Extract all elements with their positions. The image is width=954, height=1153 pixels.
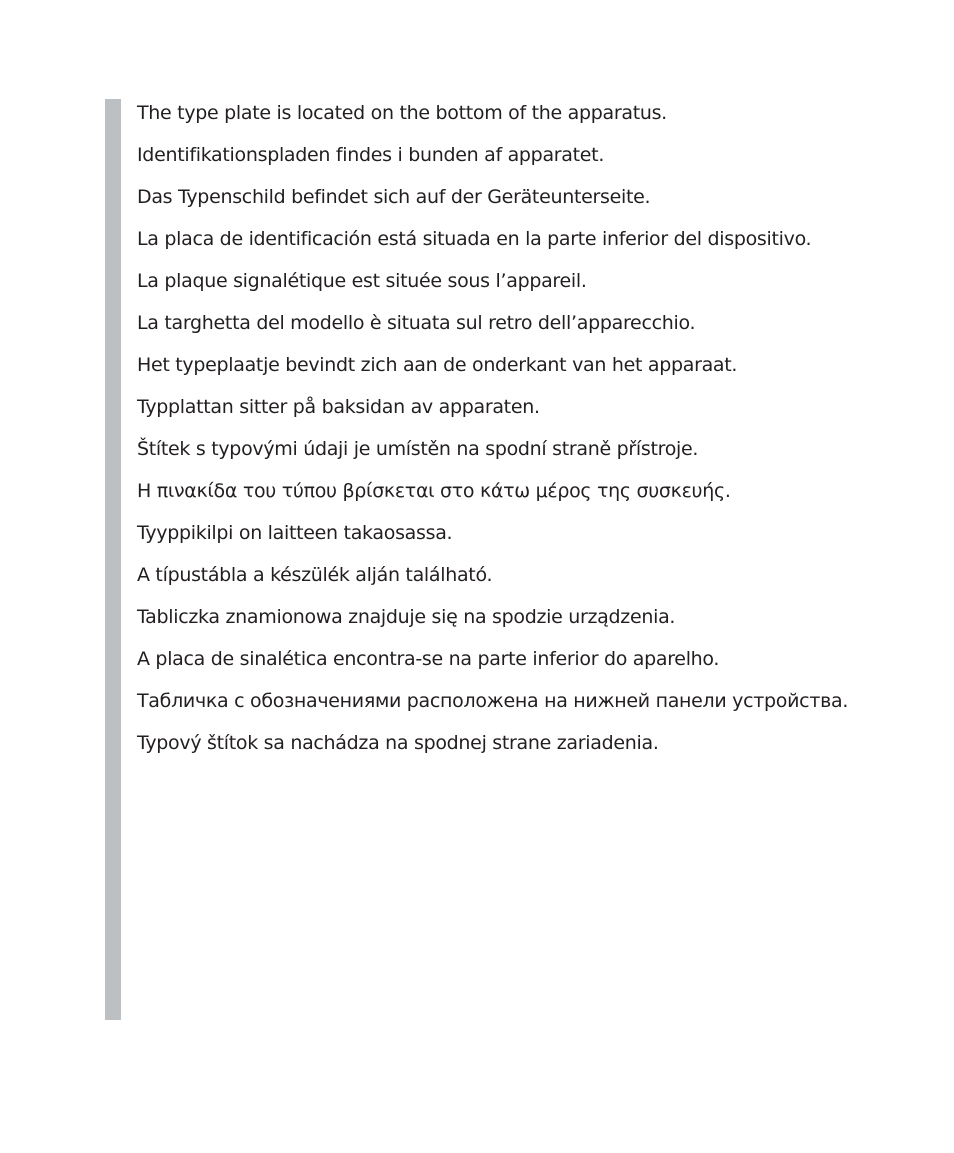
notice-line-sk: Typový štítok sa nachádza na spodnej strane zariadenia. bbox=[137, 732, 659, 754]
notice-line-hu: A típustábla a készülék alján található. bbox=[137, 564, 493, 586]
notice-line-pt: A placa de sinalética encontra-se na parte inferior do aparelho. bbox=[137, 648, 720, 670]
notice-line-pl: Tabliczka znamionowa znajduje się na spodzie urządzenia. bbox=[137, 606, 676, 628]
notice-line-ru: Табличка с обозначениями расположена на нижней панели устройства. bbox=[137, 690, 849, 712]
side-bar bbox=[105, 99, 121, 1020]
notice-line-it: La targhetta del modello è situata sul retro dell’apparecchio. bbox=[137, 312, 696, 334]
notice-line-fr: La plaque signalétique est située sous l’appareil. bbox=[137, 270, 587, 292]
notice-line-fi: Tyyppikilpi on laitteen takaosassa. bbox=[137, 522, 453, 544]
type-plate-notice-list bbox=[137, 103, 937, 775]
notice-line-sv: Typplattan sitter på baksidan av apparaten. bbox=[137, 396, 540, 418]
notice-line-nl: Het typeplaatje bevindt zich aan de onderkant van het apparaat. bbox=[137, 354, 738, 376]
notice-line-cs: Štítek s typovými údaji je umístěn na spodní straně přístroje. bbox=[137, 438, 699, 460]
notice-line-da: Identifikationspladen findes i bunden af apparatet. bbox=[137, 144, 605, 166]
notice-line-es: La placa de identificación está situada en la parte inferior del dispositivo. bbox=[137, 228, 812, 250]
notice-line-en: The type plate is located on the bottom of the apparatus. bbox=[137, 102, 667, 124]
notice-line-el: Η πινακίδα του τύπου βρίσκεται στο κάτω μέρος της συσκευής. bbox=[137, 480, 731, 502]
notice-line-de: Das Typenschild befindet sich auf der Geräteunterseite. bbox=[137, 186, 651, 208]
